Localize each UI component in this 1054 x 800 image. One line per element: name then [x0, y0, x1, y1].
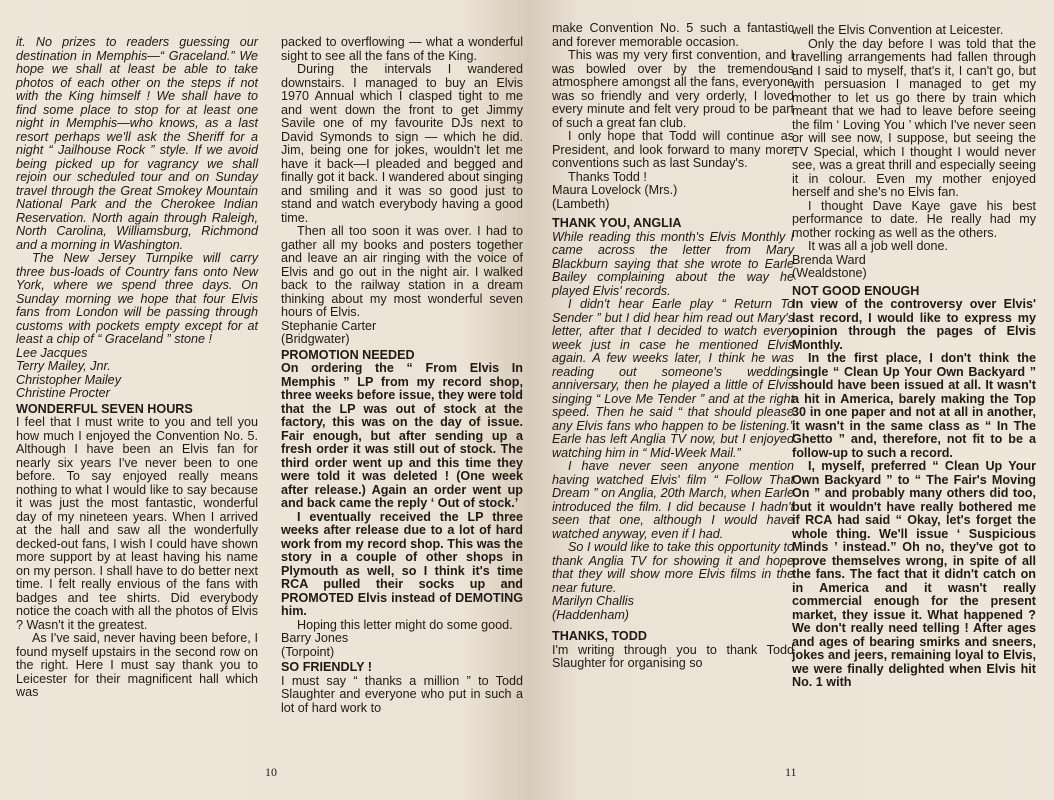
letter-text: I eventually received the LP three weeks after release due to a lot of hard work from my record shop. This was the story in a couple of other shops in Plymouth as well, so I think it's time RCA pulled their socks up and PROMOTED Elvis instead of DEMOTING him.	[281, 509, 523, 618]
left-page-column-2	[281, 36, 523, 715]
letter-text: I only hope that Todd will continue as President, and look forward to many more conventions such as last Sunday's.	[552, 129, 794, 170]
letter-text: I, myself, preferred “ Clean Up Your Own Backyard ” to “ The Fair's Moving On ” and probably many others did too, but it wouldn't have really bothered me if RCA had said “ Okay, let's forget the whole thing. We'll issue ‘ Suspicious Minds ’ instead.” Oh no, they've got to prove themselves wrong, in spite of all the fans. The fact that it didn't catch on in America and it wasn't really commercial enough for the present market, they issue it. What happened ? We don't really need telling ! After ages and ages of bearing smirks and sneers, jokes and jeers, remaining loyal to Elvis, we were finally delighted when Elvis hit No. 1 with	[792, 459, 1036, 689]
letter-signature: Christopher Mailey	[16, 372, 121, 387]
letter-signature: Barry Jones	[281, 631, 349, 645]
letter-text: well the Elvis Convention at Leicester.	[792, 23, 1004, 37]
letter-signature: Lee Jacques	[16, 345, 88, 360]
letter-signature: (Haddenham)	[552, 607, 630, 622]
letter-heading: SO FRIENDLY !	[281, 660, 372, 674]
letter-signature: Maura Lovelock (Mrs.)	[552, 183, 678, 197]
letter-signature: (Wealdstone)	[792, 266, 867, 280]
letter-text: I feel that I must write to you and tell you how much I enjoyed the Convention No. 5. Although I have been an Elvis fan for nearly six years I've never been to one before. To say enjoyed really means nothing to what I would like to say because it was just the most fantastic, wonderful day of my nineteen years. When I arrived at the hall and saw all the wonderfully decked-out fans, I wish I could have shown more support by at least having his name on my person. I shall have to do better next time. I felt really envious of the fans with badges and tee shirts. Did everybody notice the coach with all the photos of Elvis ? Wasn't it the greatest.	[16, 415, 258, 632]
letter-text: Hoping this letter might do some good.	[297, 617, 513, 632]
letter-signature: Christine Procter	[16, 386, 110, 400]
letter-text: So I would like to take this opportunity to thank Anglia TV for showing it and hope that they will show more Elvis films in the near future.	[552, 540, 794, 595]
letter-text: I'm writing through you to thank Todd Slaughter for organising so	[552, 642, 794, 670]
travel-letter-text: The New Jersey Turnpike will carry three bus-loads of Country fans onto New York, where we spend three days. On Sunday morning we hope that four Elvis fans from London will be passing through customs with pockets empty except for at least a chip of “ Graceland ” stone !	[16, 251, 258, 346]
page-number: 11	[785, 765, 797, 779]
letter-signature: (Torpoint)	[281, 644, 335, 659]
letter-text: I have never seen anyone mention having watched Elvis' film “ Follow That Dream ” on Anglia, 20th March, when Earle introduced the film. I did because I hadn't seen that one, although I would have watched anyway, even if I had.	[552, 459, 794, 541]
letter-heading: THANK YOU, ANGLIA	[552, 216, 682, 230]
letter-heading: WONDERFUL SEVEN HOURS	[16, 401, 193, 416]
letter-signature: (Bridgwater)	[281, 332, 350, 346]
letter-signature: Stephanie Carter	[281, 318, 377, 333]
letter-text: As I've said, never having been before, I found myself upstairs in the second row on the right. Here I must say thank you to Leicester for their magnificent hall which was	[16, 631, 258, 699]
letter-text: In the first place, I don't think the single “ Clean Up Your Own Backyard ” should have been issued at all. It wasn't a hit in America, barely making the Top 30 in one paper and not at all in another, it wasn't in the same class as “ In The Ghetto ” and, therefore, not fit to be a follow-up to such a record.	[792, 351, 1036, 460]
letter-text: I thought Dave Kaye gave his best performance to date. He really had my mother rocking as well as the others.	[792, 198, 1036, 240]
letter-heading: NOT GOOD ENOUGH	[792, 283, 920, 298]
letter-text: make Convention No. 5 such a fantastic and forever memorable occasion.	[552, 21, 794, 49]
letter-text: It was all a job well done.	[808, 239, 949, 253]
letter-text: Thanks Todd !	[568, 169, 647, 184]
letter-text: In view of the controversy over Elvis' last record, I would like to express my opinion through the pages of Elvis Monthly.	[792, 297, 1036, 352]
page-number: 10	[265, 765, 277, 779]
letter-text: packed to overflowing — what a wonderful sight to see all the fans of the King.	[281, 35, 523, 63]
travel-letter-text: it. No prizes to readers guessing our destination in Memphis—“ Graceland.” We hope we shall at least be able to take photos of each other on the steps if not with the King himself ! We shall have to find some place to stop for at least one night in Memphis—who knows, as a last resort perhaps we'll ask the Sheriff for a night “ Jailhouse Rock ” style. If we avoid being picked up for vagrancy we shall rejoin our scheduled tour and on Sunday travel through the Great Smokey Mountain National Park and the Cherokee Indian Reservation. North again through Raleigh, North Carolina, Williamsburg, Richmond and a morning in Washington.	[16, 35, 258, 252]
letter-text: Only the day before I was told that the travelling arrangements had fallen through and I said to myself, that's it, I can't go, but with persuasion I managed to get my mother to let us go there by train which meant that we had to leave before seeing the film ‘ Loving You ’ which I've never seen or will see now, I suppose, but seeing the TV Special, which I thought I would never see, was a great thrill and especially seeing it in colour. Even my mother enjoyed herself and she's no Elvis fan.	[792, 36, 1036, 199]
letter-text: I didn't hear Earle play “ Return To Sender ” but I did hear him read out Mary's letter, after that I decided to watch every week just in case he mentioned Elvis again. A few weeks later, I think he was reading out someone's wedding anniversary, then he played a little of Elvis singing “ Love Me Tender ” and at the right speed. Then he said “ that should please any Elvis fans who happen to be listening.” Earle has left Anglia TV now, but I enjoyed watching him in “ Mid-Week Mail.”	[552, 297, 794, 460]
letter-text: During the intervals I wandered downstairs. I managed to buy an Elvis 1970 Annual which I clasped tight to me and went down the front to get Jimmy Savile one of my favourite DJs next to David Symonds to sign — which he did. Jim, being one for jokes, wouldn't let me have it back—I pleaded and begged and finally got it back. I wandered about singing and smiling and it was so good just to stand and watch everybody having a good time.	[281, 62, 523, 225]
right-page	[527, 0, 1054, 800]
letter-text: I must say “ thanks a million ” to Todd Slaughter and everyone who put in such a lot of hard work to	[281, 673, 523, 715]
letter-heading: PROMOTION NEEDED	[281, 347, 415, 362]
letter-signature: (Lambeth)	[552, 196, 610, 211]
right-page-column-2	[792, 24, 1036, 690]
letter-heading: THANKS, TODD	[552, 629, 647, 643]
letter-text: This was my very first convention, and I was bowled over by the tremendous atmosphere amongst all the fans, everyone was so friendly and very orderly, I loved every minute and felt very proud to be part of such a great fan club.	[552, 48, 794, 130]
letter-text: While reading this month's Elvis Monthly I came across the letter from Mary Blackburn saying that she wrote to Earle Bailey complaining about the way he played Elvis' records.	[552, 229, 794, 298]
letter-signature: Marilyn Challis	[552, 594, 634, 608]
left-page-column-1	[16, 36, 258, 700]
right-page-column-1	[552, 22, 794, 671]
letter-text: On ordering the “ From Elvis In Memphis ” LP from my record shop, three weeks before issue, they were told that the LP was out of stock at the factory, this was on the day of issue. Fair enough, but after sending up a fresh order it was still out of stock. The third order went up and this time they were told it was deleted ! (One week after release.) Again an order went up and back came the reply ‘ Out of stock.’	[281, 361, 523, 510]
letter-signature: Brenda Ward	[792, 252, 866, 267]
letter-text: Then all too soon it was over. I had to gather all my books and posters together and leave an air ringing with the voice of Elvis and go out in the night air. I walked back to the railway station in a dream thinking about my most wonderful seven hours of Elvis.	[281, 224, 523, 319]
letter-signature: Terry Mailey, Jnr.	[16, 359, 111, 373]
